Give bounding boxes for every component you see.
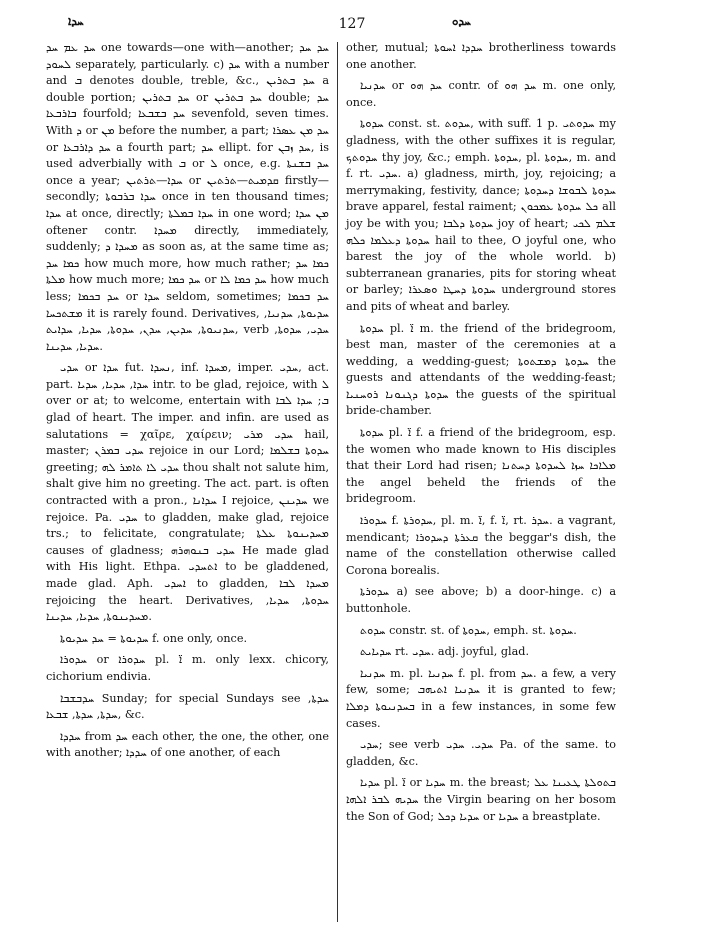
entry-vagrant: ܚܕܘܪܐ f. ܚܕܘܪܬܐ, pl. m. ܐ̈, f. ܐ̈, rt. ܚܕܪ. a vagrant, mendicant; ܩܥܪܬܐ ܕܚܕܘܪܐ the beggar's dish, the name of the constellation otherwise called Corona borealis. — [346, 514, 617, 577]
right-column — [346, 40, 616, 830]
page-number: 127 — [338, 16, 366, 32]
entry-hdayuta: ܚܕܝܘܬܐ = ܚܕ ܚܕܝܘܬܐ f. one only, once. — [60, 631, 247, 645]
entry-a-few: ܚܕܢܝܐ m. pl. ܚܕܢܝܐ f. pl. from ܚܕ. a few, a very few, some; ܚܕܢܝܐ ܐܬܝܗܒ it is granted to few; ܒܚܕܢܝܘܬܐ ܕܡܠܐ in a few instances, in some few cases. — [346, 666, 616, 730]
entry-hdade: ܚܕܕܐ from ܚܕ each other, the one, the other, one with another; ܚܕܕܐ of one another, of each — [46, 729, 329, 760]
entry-hadbshaba: ܚܕܒܫܒܐ Sunday; for special Sundays see ܚܕܬܐ, ܚܕܬܐ, ܚܕܬܐ, ܫܒܥܐ, &c. — [46, 691, 329, 722]
entry-hdura: ܚܕܘܪܐ or ܚܕܘܪܐ pl. ܐ̈ m. only lexx. chicory, cichorium endivia. — [46, 653, 329, 683]
entry-hdi: ܚܕܝ or ܚܕܐ fut. ܢܚܕܐ, inf. ܡܚܕܐ, imper. ܚܕܝ, act. part. ܚܕܐ, ܚܕܝܐ, ܚܕܝܐ intr. to be glad, rejoice, with ܠ over or at; to welcome, entertain with ܒ; ܚܕܐ ܠܒܐ glad of heart. The imper. and infin. are used as salutations = χαῖρε, χαίρειν; ܚܕܝ ܡܪܝ hail, master; ܚܕܝ ܒܡܪܢ rejoice in our Lord; ܚܕܘܬܐ ܒܫܠܡܐ greeting; ܚܕܝ ܠܐ ܬܐܡܪ ܠܗ thou shalt not salute him, shalt give him no greeting. The act. part. is often contracted with a pron., ܚܕܐܢܐ I rejoice, ܚܕܝܢܢ we rejoice. Pa. ܚܕܝ to gladden, make glad, rejoice trs.; to felicitate, congratulate; ܡܚܕܝܢܘܬܐ ܥܠܬܐ causes of gladness; ܚܕܝ ܒܢܘܗܪܗ He made glad with His light. Ethpa. ܐܬܚܕܝ to be gladdened, made glad. Aph. ܐܚܕܝ to gladden, ܡܚܕܐ ܠܒܐ rejoicing the heart. Derivatives, ܚܕܘܬܐ, ܚܕܝܐ, ܡܚܕܝܢܘܬܐ, ܚܕܝܐ, ܚܕܝܢܐ. — [46, 361, 330, 624]
entry-breast: ܚܕܝܐ pl. ܐ̈ or ܚܕܝܐ m. the breast; ܒܬܘܠܬܐ ܛܥܝܢܐ ܥܠ ܚܕܝܗ ܠܒܪ ܐܠܗܐ the Virgin bearing on her bosom the Son of God; ܚܕܝܐ ܕܟܠ or ܚܕܝܐ a breastplate. — [346, 776, 616, 823]
entry-friend-bridegroom: ܚܕܘܬܐ pl. ܐ̈ m. the friend of the bridegroom, best man, master of the ceremonies at a wedding, a wedding-guest; ܚܕܘܬܐ ܕܡܫܬܘܬܐ the guests and attendants of the wedding-feast; ܚܕܘܬܐ ܕܓܢܘܢܐ ܪܘܚܢܝܐ the guests of the spiritual bride-chamber. — [346, 321, 616, 418]
entry-door-hinge: ܚܕܘܪܬܐ a) see above; b) a door-hinge. c) a buttonhole. — [346, 585, 616, 615]
entry-joyful: ܚܕܝܐܝܬ rt. ܚܕܝ. adj. joyful, glad. — [360, 645, 529, 659]
running-head-right: ܚܕܘ — [452, 14, 471, 28]
entry-constr-st: ܚܕܘܬ constr. st. of ܚܕܘܬܐ, emph. st. ܚܕܘܬܐ. — [360, 623, 577, 637]
entry-hdade-continued: other, mutual; ܚܕܕܐ ܐܚܘܬܐ brotherliness towards one another. — [346, 41, 616, 71]
entry-friend-bridegroom-f: ܚܕܘܬܐ pl. ܐ̈ f. a friend of the bridegroom, esp. the women who made known to His disciples that their Lord had risen; ܡܠܐܟܐ ܚܙܐ ܠܚܕܘܬܐ ܕܚܬܢܐ the angel beheld the friends of the bridegroom. — [346, 426, 616, 506]
entry-ahad-continued: ܚܕ ܥܡ ܚܕ one towards—one with—another; ܚܕ ܚܕ ܠܚܘܕ separately, particularly. c) ܚܕ with a number and ܒ denotes double, treble, &c., ܚܕ ܒܬܪܝܢ a double portion; ܚܕ ܒܬܪܝܢ or ܚܕ ܒܬܪܝܢ double; ܚܕ ܒܐܪܒܥܐ fourfold; ܚܕ ܒܫܒܥܐ sevenfold, seven times. With ܕ or ܡܢ before the number, a part; ܚܕ ܡܢ ܥܣܪܐ or ܚܕ ܕܐܪܒܥܐ a fourth part; ܚܕ ellipt. for ܚܕ ܙܒܢ, is used adverbially with ܒ or ܠ once, e.g. ܚܕ ܒܫܢܬܐ once a year; ܚܕܐ—ܬܪܬܝܢ or ܩܕܡܝܬ—ܬܪܬܝܢ firstly—secondly; ܚܕܐ ܒܪܒܘܬܐ once in ten thousand times; ܚܕܐ at once, directly; ܚܕܐ ܒܡܠܬܐ in one word; ܡܢ ܚܕܐ oftener contr. ܡܚܕܐ directly, immediately, suddenly; ܡܚܕܐ ܕ as soon as, at the same time as; ܟܡܐ ܚܕ how much more, how much rather; ܟܡܐ ܚܕ ܡܠܬܐ how much more; ܚܕ ܟܡܐ or ܚܕ ܟܡܐ ܠܐ how much less; ܚܕ ܒܟܡܐ or ܚܕܐ seldom, sometimes; ܚܕ ܒܟܡܐ ܡܫܬܟܚܐ it is rarely found. Derivatives, ܚܕܝܘܬܐ, ܚܕܢܝܐ, ܚܕܢܝܘܬܐ, ܚܕܝܢ, ܚܕܢ, ܚܕܘܬܐ, ܚܕܝܐ, ܚܕܐܝܬ, verb ܚܕܝ, ܚܕܘܬܐ, ܚܕܝܐ, ܚܕܝܢܐ. — [46, 41, 330, 353]
left-column — [46, 40, 329, 767]
page-header — [0, 14, 704, 36]
entry-hdanaya: ܚܕܢܝܐ or ܚܕ ܗܘ contr. of ܚܕ ܗܘ m. one only, once. — [346, 79, 617, 109]
entry-see-verb: ܚܕܝ; see verb ܚܕܝ. ܚܕܝ Pa. of the same. to gladden, &c. — [346, 738, 616, 768]
running-head-left: ܚܕܐ — [68, 14, 84, 28]
column-divider — [337, 42, 338, 922]
entry-hduta: ܚܕܘܬܐ const. st. ܚܕܘܬ, with suff. 1 p. ܚܕܘܬܝ my gladness, with the other suffixes it is regular, ܚܕܘܬܟ thy joy, &c.; emph. ܚܕܘܬܐ, pl. ܚܕܘܬܐ, m. and f. rt. ܚܕܝ. a) gladness, mirth, joy, rejoicing; a merrymaking, festivity, dance; ܚܕܘܬܐ ܠܒܘܫܐ ܕܚܕܘܬܐ brave apparel, festal raiment; ܟܠ ܚܕܘܬܐ ܥܡܟܘܢ all joy be with you; ܚܕܘܬܐ ܕܠܒܐ joy of heart; ܫܠܡ ܠܟܝ ܚܕܘܬܐ ܕܥܠܡܐ ܟܠܗ hail to thee, O joyful one, who barest the joy of the whole world. b) subterranean granaries, pits for storing wheat or barley; ܚܕܘܬܐ ܕܚܛܐ ܘܣܥܪܐ underground stores and pits of wheat and barley. — [346, 117, 617, 313]
